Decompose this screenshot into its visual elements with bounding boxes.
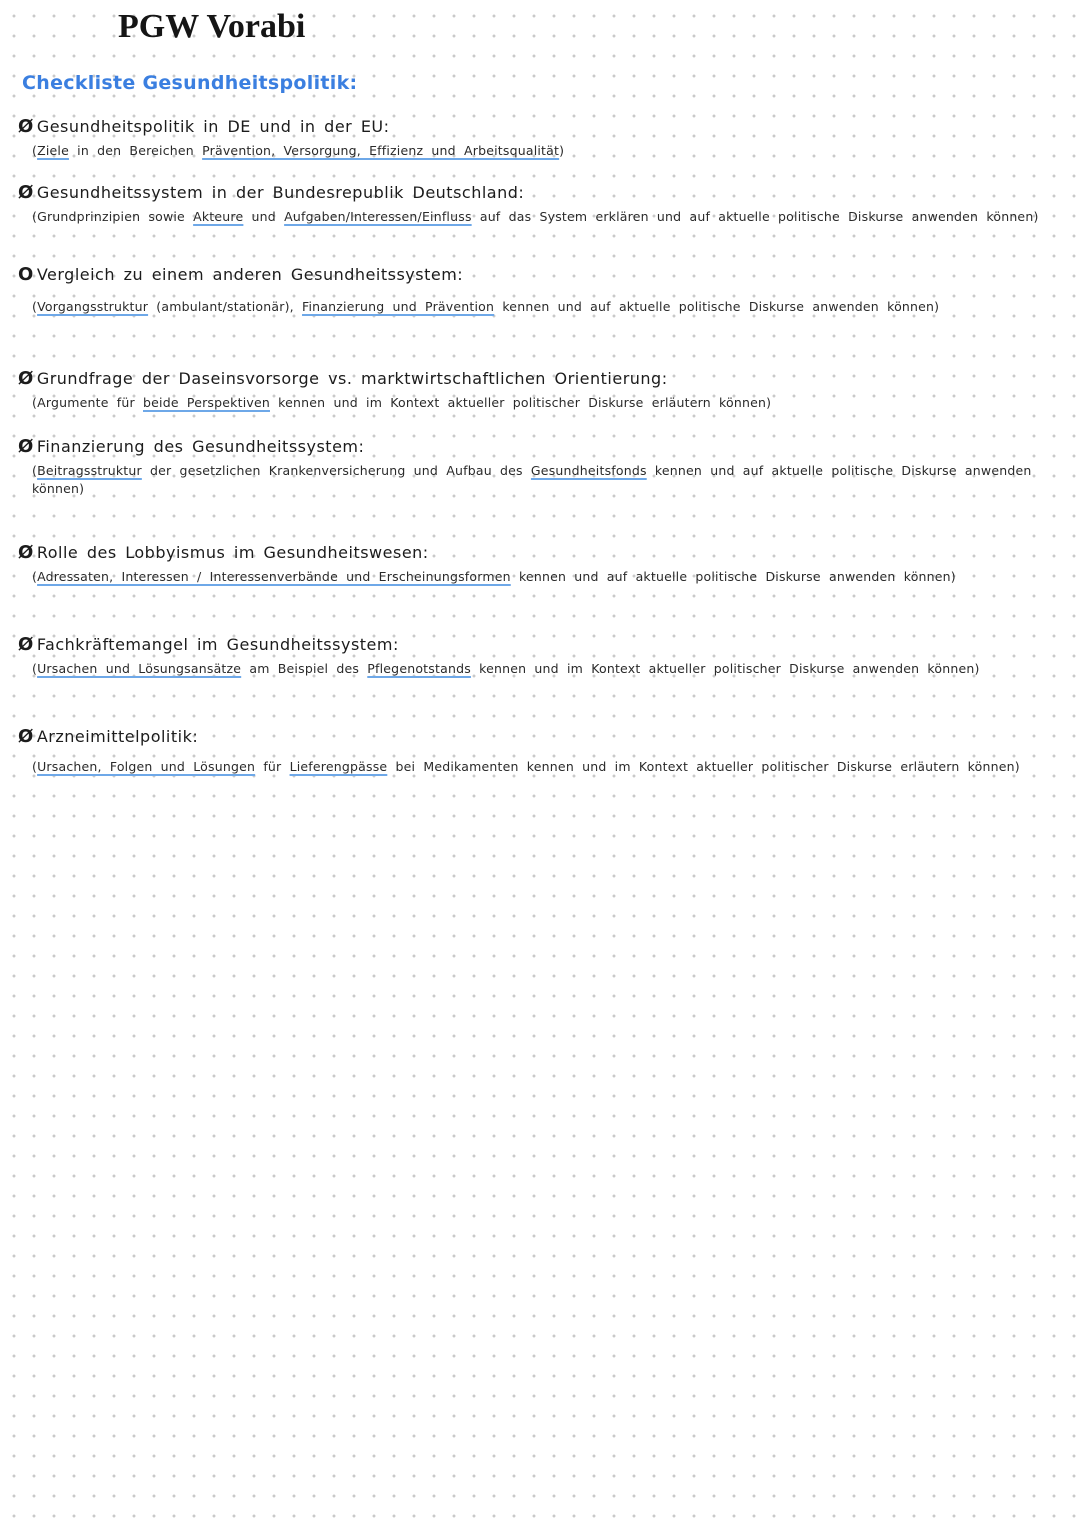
page-title: PGW Vorabi [118, 8, 306, 45]
item-description: (Ziele in den Bereichen Prävention, Versorgung, Effizienz und Arbeitsqualität) [32, 143, 565, 158]
item-heading: Ø Fachkräftemangel im Gesundheitssystem: [18, 634, 399, 655]
item-heading: Ø Gesundheitssystem in der Bundesrepublik Deutschland: [18, 182, 525, 203]
item-description: (Ursachen, Folgen und Lösungen für Lieferengpässe bei Medikamenten kennen und im Kontext aktueller politischer Diskurse erläutern können) [32, 759, 1020, 774]
checklist-title: Checkliste Gesundheitspolitik: [22, 72, 358, 94]
item-description: (Vorgangsstruktur (ambulant/stationär), Finanzierung und Prävention kennen und auf aktuelle politische Diskurse anwenden können) [32, 299, 940, 314]
open-circle-icon: O [18, 264, 34, 285]
checklist-item-health-financing [18, 436, 1058, 498]
checklist-item-public-services-vs-market [18, 368, 1058, 412]
item-description: (Beitragsstruktur der gesetzlichen Krankenversicherung und Aufbau des Gesundheitsfonds kennen und auf aktuelle politische Diskurse anwenden können) [32, 463, 1032, 496]
item-heading: Ø Grundfrage der Daseinsvorsorge vs. marktwirtschaftlichen Orientierung: [18, 368, 668, 389]
checklist-item-lobbying [18, 542, 1058, 586]
item-heading: Ø Gesundheitspolitik in DE und in der EU: [18, 116, 390, 137]
item-description: (Grundprinzipien sowie Akteure und Aufgaben/Interessen/Einfluss auf das System erklären und auf aktuelle politische Diskurse anwenden können) [32, 209, 1039, 224]
struck-circle-icon: Ø [18, 634, 34, 655]
checklist-item-system-comparison [18, 264, 1058, 316]
item-heading: Ø Rolle des Lobbyismus im Gesundheitswesen: [18, 542, 429, 563]
item-description: (Ursachen und Lösungsansätze am Beispiel des Pflegenotstands kennen und im Kontext aktueller politischer Diskurse anwenden können) [32, 661, 980, 676]
struck-circle-icon: Ø [18, 116, 34, 137]
checklist-item-health-policy [18, 116, 1058, 160]
item-heading: Ø Finanzierung des Gesundheitssystem: [18, 436, 365, 457]
item-description: (Argumente für beide Perspektiven kennen und im Kontext aktueller politischer Diskurse erläutern können) [32, 395, 772, 410]
struck-circle-icon: Ø [18, 726, 34, 747]
struck-circle-icon: Ø [18, 542, 34, 563]
checklist-item-health-system-germany [18, 182, 1058, 226]
struck-circle-icon: Ø [18, 182, 34, 203]
checklist-item-skilled-labor-shortage [18, 634, 1058, 678]
checklist-item-drug-policy [18, 726, 1058, 776]
struck-circle-icon: Ø [18, 436, 34, 457]
struck-circle-icon: Ø [18, 368, 34, 389]
item-heading: Ø Arzneimittelpolitik: [18, 726, 199, 747]
item-heading: O Vergleich zu einem anderen Gesundheitssystem: [18, 264, 464, 285]
item-description: (Adressaten, Interessen / Interessenverbände und Erscheinungsformen kennen und auf aktuelle politische Diskurse anwenden können) [32, 569, 956, 584]
